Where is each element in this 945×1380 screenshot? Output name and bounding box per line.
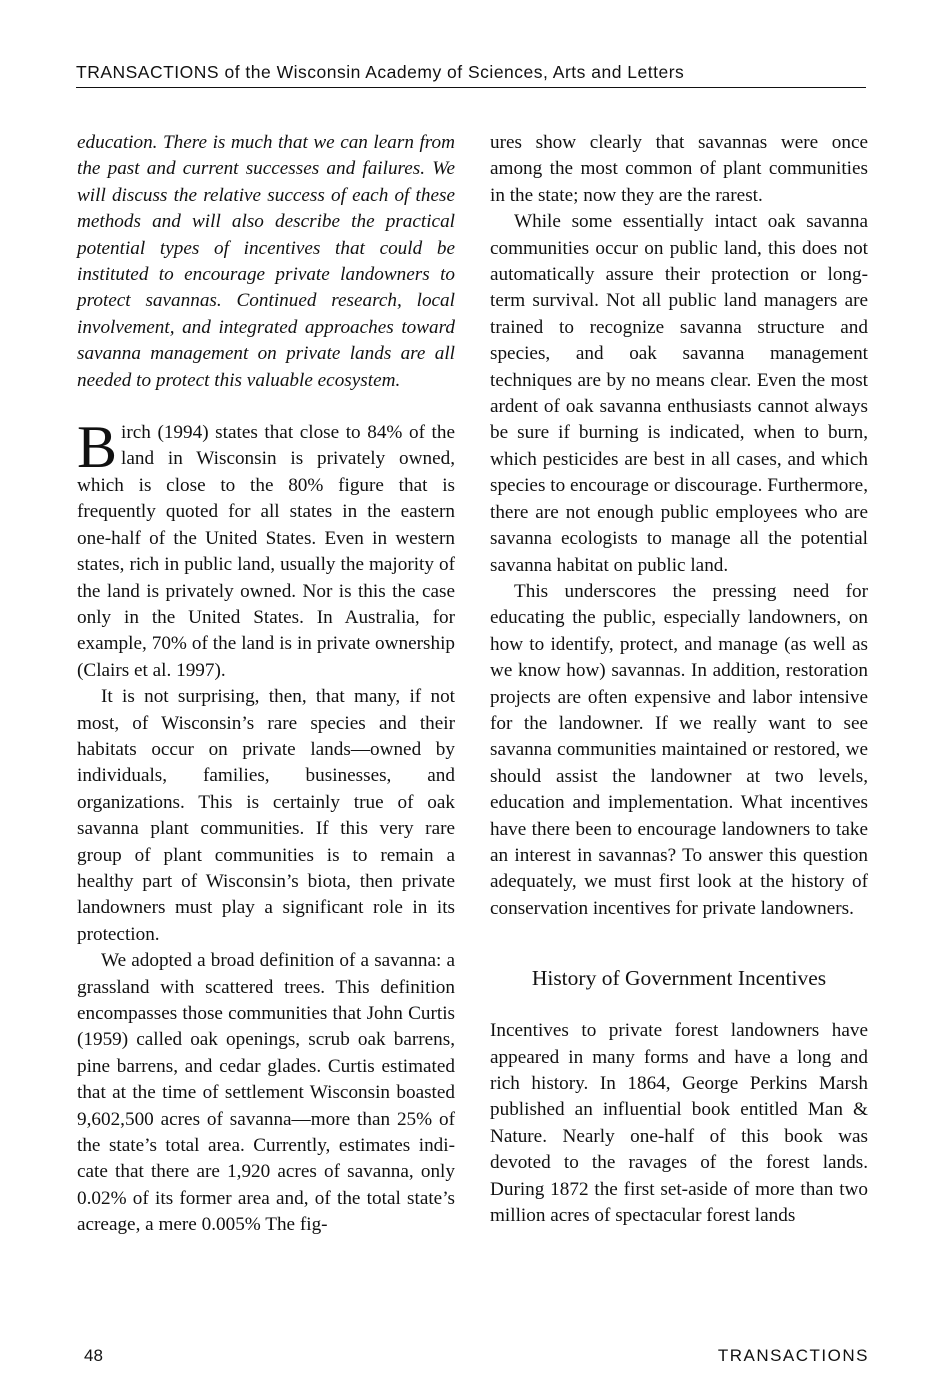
paragraph: While some essentially intact oak savanna communities occur on public land, this does not automatically assure their protection or long-term survival. Not all public land managers are trained to recognize savanna structure and species, and oak savanna management techniques are by no means clear. Even the most ardent of oak savanna enthusiasts cannot always be sure if burning is indicated, when to burn, which pesticides are best in all cases, and which species to encourage or discourage. Furthermore, there are not enough public employees who are savanna ecologists to manage all the potential savanna habitat on public land. xyxy=(490,211,868,576)
right-column xyxy=(490,130,868,1229)
paragraph-intro-text: irch (1994) states that close to 84% of the land in Wisconsin is privately owned, which is close to the 80% figure that is frequently quoted for all states in the eastern one-half of the United States. Even in western states, rich in public land, usually the majority of the land is privately owned. Nor is this the case only in the United States. In Australia, for example, 70% of the land is in private ownership (Clairs et al. 1997). xyxy=(77,422,455,681)
section-heading: History of Government Incentives xyxy=(531,966,827,991)
running-head: TRANSACTIONS of the Wisconsin Academy of Sciences, Arts and Letters xyxy=(76,62,685,82)
abstract-text: education. There is much that we can learn from the past and current successes and failures. We will discuss the relative success of each of these methods and will also describe the practical potential types of incentives that could be instituted to encourage private landowners to protect savannas. Continued research, local involvement, and integrated approaches toward savanna management on private lands are all needed to protect this valuable ecosystem. xyxy=(77,132,455,391)
page-number: 48 xyxy=(84,1346,103,1365)
left-column xyxy=(77,130,455,1239)
paragraph: This underscores the pressing need for educating the public, especially landowners, on how to identify, protect, and manage (as well as we know how) savannas. In addition, restoration projects are often expensive and labor intensive for the landowner. If we really want to see savanna communities maintained or restored, we should assist the landowner at two levels, education and implementation. What incentives have there been to encourage landowners to take an interest in savannas? To answer this question adequately, we must first look at the history of conservation incentives for private landowners. xyxy=(490,580,868,919)
footer-journal-name: TRANSACTIONS xyxy=(717,1346,869,1365)
paragraph: It is not surprising, then, that many, if not most, of Wisconsin’s rare species and their habitats occur on private lands—owned by individuals, families, businesses, and organizations. This is certainly true of oak savanna plant communities. If this very rare group of plant communities is to remain a healthy part of Wisconsin’s biota, then private landowners must play a significant role in its protection. xyxy=(77,686,455,945)
header-rule xyxy=(76,87,866,88)
paragraph: Incentives to private forest landowners have appeared in many forms and have a long and rich history. In 1864, George Perkins Marsh published an influential book entitled Man & Nature. Nearly one-half of this book was devoted to the ravages of the forest lands. During 1872 the first set-aside of more than two million acres of spectacular forest lands xyxy=(490,1020,868,1227)
paragraph-intro xyxy=(77,414,455,684)
paragraph: We adopted a broad definition of a savanna: a grassland with scattered trees. This definition encompasses those communities that John Curtis (1959) called oak openings, scrub oak barrens, pine barrens, and cedar glades. Curtis estimated that at the time of settlement Wisconsin boasted 9,602,500 acres of savanna—more than 25% of the state’s total area. Currently, estimates indicate that there are 1,920 acres of savanna, only 0.02% of its former area and, of the total state’s acreage, a mere 0.005% The fig- xyxy=(77,950,455,1236)
paragraph: ures show clearly that savannas were once among the most common of plant communities in the state; now they are the rarest. xyxy=(490,132,868,206)
drop-cap: B xyxy=(77,414,118,481)
